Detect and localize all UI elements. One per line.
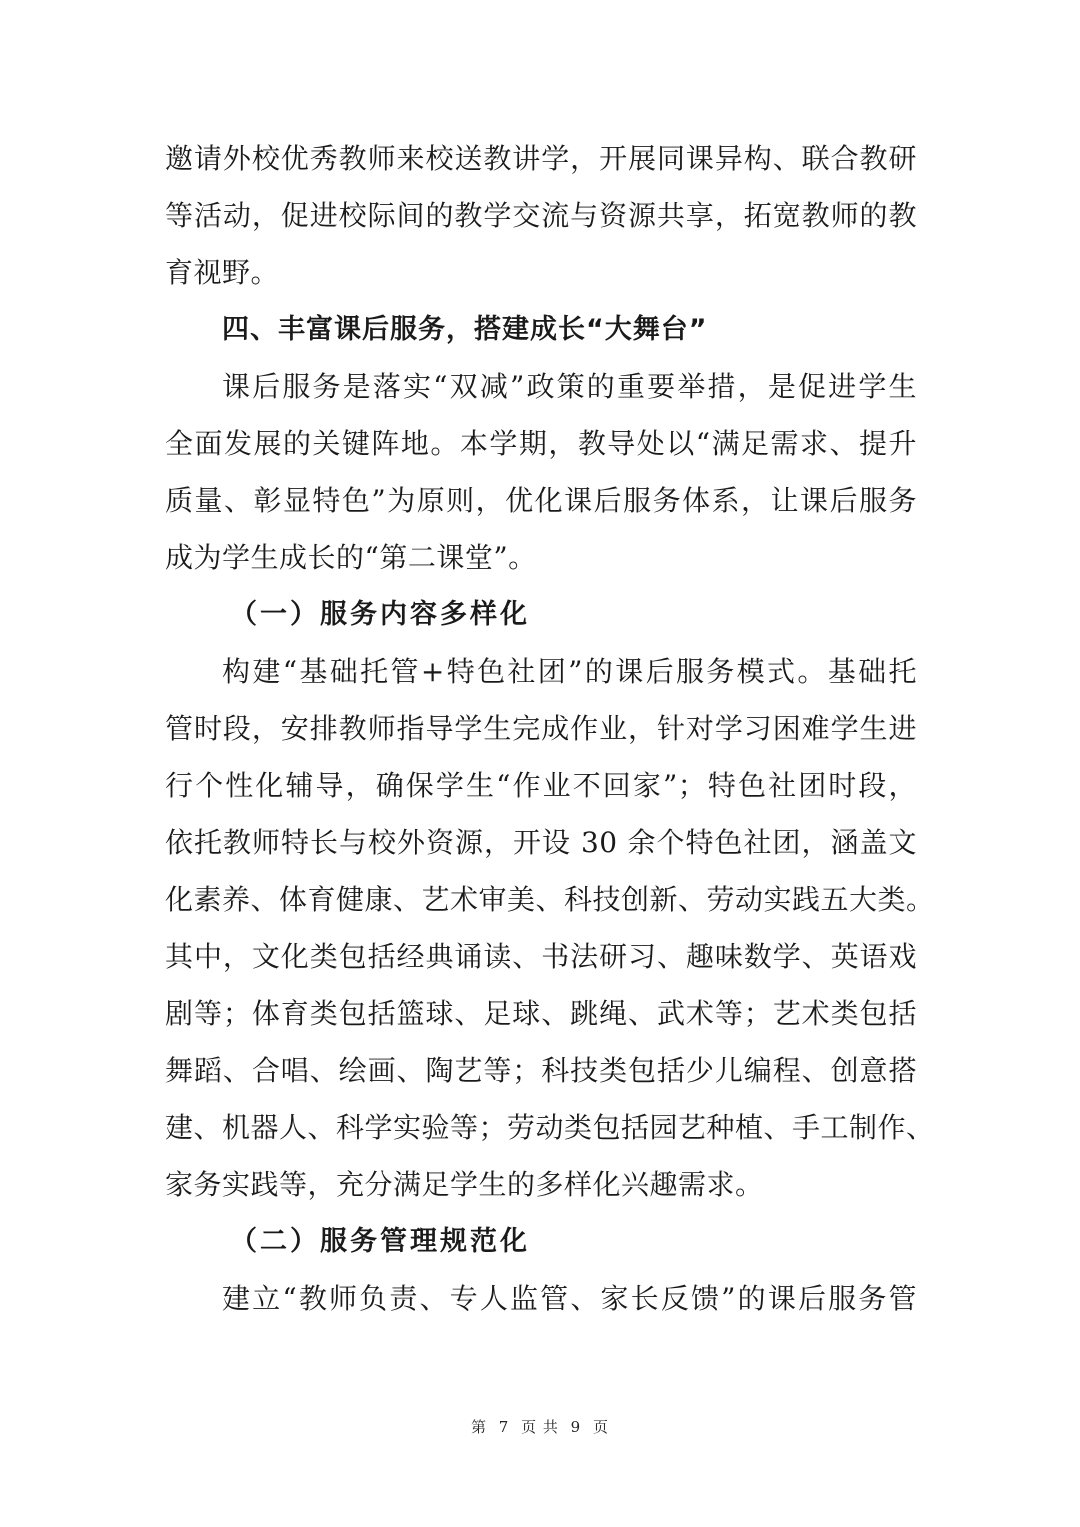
- section-heading: 四、丰富课后服务，搭建成长“大舞台”: [222, 314, 708, 345]
- paragraph-line: 建立“教师负责、专人监管、家长反馈”的课后服务管: [222, 1282, 917, 1315]
- paragraph-line: 育视野。: [165, 256, 280, 289]
- paragraph-line: 舞蹈、合唱、绘画、陶艺等；科技类包括少儿编程、创意搭: [165, 1054, 917, 1087]
- paragraph-line: 质量、彰显特色”为原则，优化课后服务体系，让课后服务: [165, 484, 917, 517]
- current-page-number: 7: [498, 1418, 510, 1436]
- page-footer: [0, 1416, 1080, 1437]
- footer-suffix: 页: [593, 1418, 610, 1436]
- footer-prefix: 第: [470, 1418, 487, 1436]
- paragraph-line: 家务实践等，充分满足学生的多样化兴趣需求。: [165, 1168, 764, 1201]
- total-page-count: 9: [570, 1418, 582, 1436]
- subsection-heading: （二）服务管理规范化: [230, 1226, 530, 1257]
- paragraph-line: 成为学生成长的“第二课堂”。: [165, 541, 537, 574]
- paragraph-line: 邀请外校优秀教师来校送教讲学，开展同课异构、联合教研: [165, 142, 917, 175]
- paragraph-line: 全面发展的关键阵地。本学期，教导处以“满足需求、提升: [165, 427, 917, 460]
- paragraph-line: 课后服务是落实“双减”政策的重要举措，是促进学生: [222, 370, 917, 403]
- paragraph-line: 其中，文化类包括经典诵读、书法研习、趣味数学、英语戏: [165, 940, 917, 973]
- paragraph-line: 依托教师特长与校外资源，开设 30 余个特色社团，涵盖文: [165, 826, 917, 859]
- paragraph-line: 等活动，促进校际间的教学交流与资源共享，拓宽教师的教: [165, 199, 917, 232]
- paragraph-line: 剧等；体育类包括篮球、足球、跳绳、武术等；艺术类包括: [165, 997, 917, 1030]
- document-body: [165, 130, 935, 1327]
- paragraph-line: 行个性化辅导，确保学生“作业不回家”；特色社团时段，: [165, 769, 917, 802]
- paragraph-line: 化素养、体育健康、艺术审美、科技创新、劳动实践五大类。: [165, 883, 935, 916]
- paragraph-line: 管时段，安排教师指导学生完成作业，针对学习困难学生进: [165, 712, 917, 745]
- paragraph-line: 构建“基础托管+特色社团”的课后服务模式。基础托: [222, 655, 917, 688]
- footer-mid: 页 共: [521, 1418, 559, 1436]
- paragraph-line: 建、机器人、科学实验等；劳动类包括园艺种植、手工制作、: [165, 1111, 935, 1144]
- subsection-heading: （一）服务内容多样化: [230, 599, 530, 630]
